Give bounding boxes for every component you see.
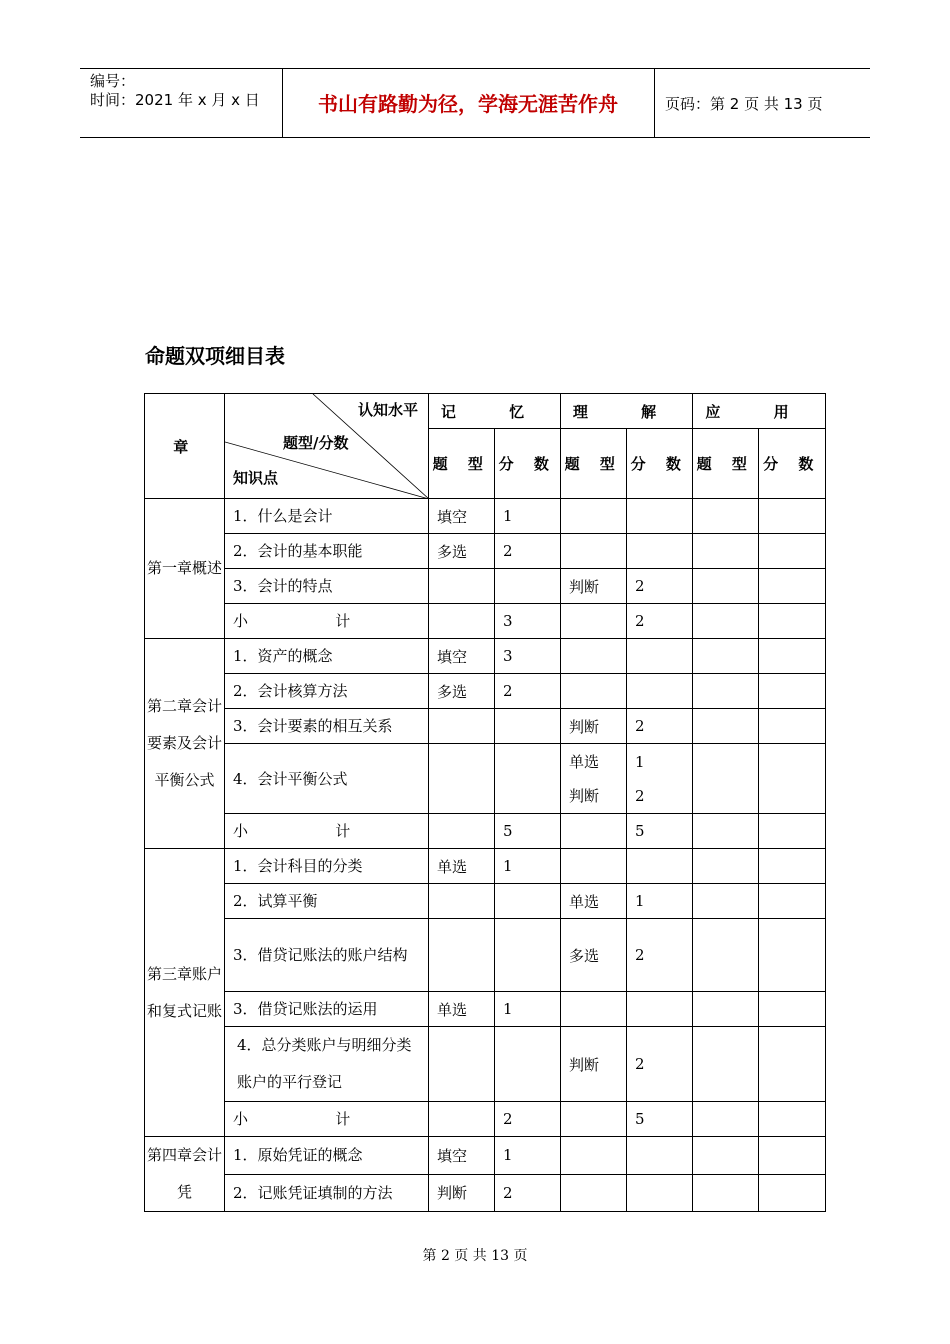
spec-table-container [144,393,825,1212]
apply-type [693,884,759,919]
understand-type [561,639,627,674]
subtotal-label: 小 计 [225,814,429,849]
understand-score [627,499,693,534]
apply-type [693,1137,759,1175]
apply-score [759,709,826,744]
memory-type [429,814,495,849]
understand-score: 2 [627,604,693,639]
apply-score [759,639,826,674]
understand-type: 判断 [561,569,627,604]
understand-type: 判断 [561,1027,627,1102]
apply-score [759,992,826,1027]
understand-type: 判断 [561,709,627,744]
memory-score: 2 [495,534,561,569]
understand-score: 5 [627,1102,693,1137]
knowledge-point: 3．借贷记账法的运用 [225,992,429,1027]
memory-type: 填空 [429,639,495,674]
apply-type [693,1027,759,1102]
apply-score [759,1027,826,1102]
apply-score [759,1137,826,1175]
knowledge-point: 2．会计的基本职能 [225,534,429,569]
table-row [145,709,826,744]
memory-type: 单选 [429,992,495,1027]
apply-type [693,639,759,674]
table-row [145,639,826,674]
understand-type-multi [561,744,627,814]
memory-score: 1 [495,849,561,884]
level-header-understand: 理 解 [561,394,693,429]
table-row [145,534,826,569]
knowledge-point: 2．试算平衡 [225,884,429,919]
memory-type [429,604,495,639]
understand-score [627,534,693,569]
sub-header-score: 分 数 [627,429,693,499]
understand-score [627,674,693,709]
apply-type [693,744,759,814]
memory-type: 单选 [429,849,495,884]
memory-type: 填空 [429,1137,495,1175]
sub-header-score: 分 数 [759,429,826,499]
knowledge-point: 1．会计科目的分类 [225,849,429,884]
table-row [145,884,826,919]
header-left-cell [80,69,283,137]
serial-label: 编号： [90,72,136,90]
spec-table [144,393,826,1212]
chapter-cell: 第四章会计凭 [145,1137,225,1212]
table-row [145,919,826,992]
understand-score [627,639,693,674]
diagonal-header-cell [225,394,429,499]
table-row [145,674,826,709]
memory-score: 2 [495,1102,561,1137]
knowledge-point: 1．什么是会计 [225,499,429,534]
memory-score: 1 [495,499,561,534]
understand-type [561,1137,627,1175]
memory-type [429,709,495,744]
understand-type: 单选 [561,884,627,919]
apply-type [693,919,759,992]
sub-header-qtype: 题 型 [429,429,495,499]
table-row [145,499,826,534]
subtotal-row [145,1102,826,1137]
memory-score [495,919,561,992]
apply-type [693,534,759,569]
knowledge-point: 1．资产的概念 [225,639,429,674]
apply-type [693,849,759,884]
memory-type: 判断 [429,1174,495,1212]
subtotal-label: 小 计 [225,1102,429,1137]
table-row [145,1027,826,1102]
apply-score [759,569,826,604]
understand-score [627,992,693,1027]
memory-type [429,919,495,992]
memory-type: 填空 [429,499,495,534]
apply-type [693,1102,759,1137]
understand-type [561,992,627,1027]
knowledge-point: 4．会计平衡公式 [225,744,429,814]
knowledge-point: 2．记账凭证填制的方法 [225,1174,429,1212]
table-row [145,569,826,604]
level-header-apply: 应 用 [693,394,826,429]
understand-score: 2 [627,709,693,744]
header-row-levels [145,394,826,429]
page-indicator: 页码：第 2 页 共 13 页 [665,95,823,113]
question-type-score-label: 题型/分数 [283,434,349,452]
memory-type [429,744,495,814]
understand-type [561,1102,627,1137]
understand-score [627,1137,693,1175]
apply-score [759,849,826,884]
understand-score [627,1174,693,1212]
apply-type [693,604,759,639]
memory-score: 1 [495,1137,561,1175]
table-row [145,1174,826,1212]
memory-type: 多选 [429,674,495,709]
table-row [145,744,826,814]
apply-score [759,884,826,919]
knowledge-point: 1．原始凭证的概念 [225,1137,429,1175]
apply-score [759,919,826,992]
knowledge-point: 4．总分类账户与明细分类账户的平行登记 [225,1027,429,1102]
apply-score [759,814,826,849]
understand-score: 2 [627,1027,693,1102]
apply-score [759,604,826,639]
memory-score: 3 [495,604,561,639]
understand-type [561,534,627,569]
apply-type [693,499,759,534]
apply-score [759,499,826,534]
understand-score [627,849,693,884]
subtotal-row [145,814,826,849]
apply-score [759,744,826,814]
understand-score: 5 [627,814,693,849]
document-title: 命题双项细目表 [145,344,285,368]
apply-type [693,674,759,709]
apply-type [693,992,759,1027]
subtotal-row [145,604,826,639]
apply-score [759,674,826,709]
memory-score: 2 [495,674,561,709]
understand-type [561,674,627,709]
apply-type [693,569,759,604]
understand-score: 2 [635,786,645,805]
memory-score: 1 [495,992,561,1027]
chapter-cell: 第一章概述 [145,499,225,639]
apply-type [693,1174,759,1212]
sub-header-score: 分 数 [495,429,561,499]
understand-score: 2 [627,919,693,992]
apply-type [693,814,759,849]
header-motto: 书山有路勤为径，学海无涯苦作舟 [318,92,618,116]
memory-score: 2 [495,1174,561,1212]
knowledge-point: 3．借贷记账法的账户结构 [225,919,429,992]
memory-type [429,1027,495,1102]
understand-type [561,1174,627,1212]
knowledge-point: 3．会计要素的相互关系 [225,709,429,744]
table-row [145,1137,826,1175]
knowledge-point-label: 知识点 [233,469,279,487]
knowledge-point: 3．会计的特点 [225,569,429,604]
understand-type: 判断 [569,786,600,805]
understand-score: 2 [627,569,693,604]
understand-type [561,814,627,849]
understand-type: 单选 [569,752,600,771]
apply-score [759,1174,826,1212]
understand-type [561,604,627,639]
understand-type [561,849,627,884]
apply-type [693,709,759,744]
memory-score [495,884,561,919]
memory-type [429,884,495,919]
subtotal-label: 小 计 [225,604,429,639]
apply-score [759,1102,826,1137]
table-row [145,992,826,1027]
level-header-memory: 记 忆 [429,394,561,429]
cognitive-level-label: 认知水平 [357,401,418,419]
memory-type [429,569,495,604]
understand-type: 多选 [561,919,627,992]
chapter-column-header: 章 [145,394,225,499]
apply-score [759,534,826,569]
memory-score [495,1027,561,1102]
sub-header-qtype: 题 型 [561,429,627,499]
header-middle-cell [282,69,655,137]
memory-type: 多选 [429,534,495,569]
memory-score [495,744,561,814]
table-row [145,849,826,884]
time-label: 时间：2021 年 x 月 x 日 [90,91,260,109]
sub-header-qtype: 题 型 [693,429,759,499]
understand-type [561,499,627,534]
memory-score [495,709,561,744]
understand-score: 1 [627,884,693,919]
understand-score-multi [627,744,693,814]
memory-score [495,569,561,604]
knowledge-point: 2．会计核算方法 [225,674,429,709]
memory-score: 3 [495,639,561,674]
chapter-cell: 第三章账户和复式记账 [145,849,225,1137]
chapter-cell: 第二章会计要素及会计平衡公式 [145,639,225,849]
memory-type [429,1102,495,1137]
page-footer: 第 2 页 共 13 页 [422,1248,528,1264]
understand-score: 1 [635,752,645,771]
header-right-cell [655,69,870,137]
page-header [80,68,870,138]
memory-score: 5 [495,814,561,849]
